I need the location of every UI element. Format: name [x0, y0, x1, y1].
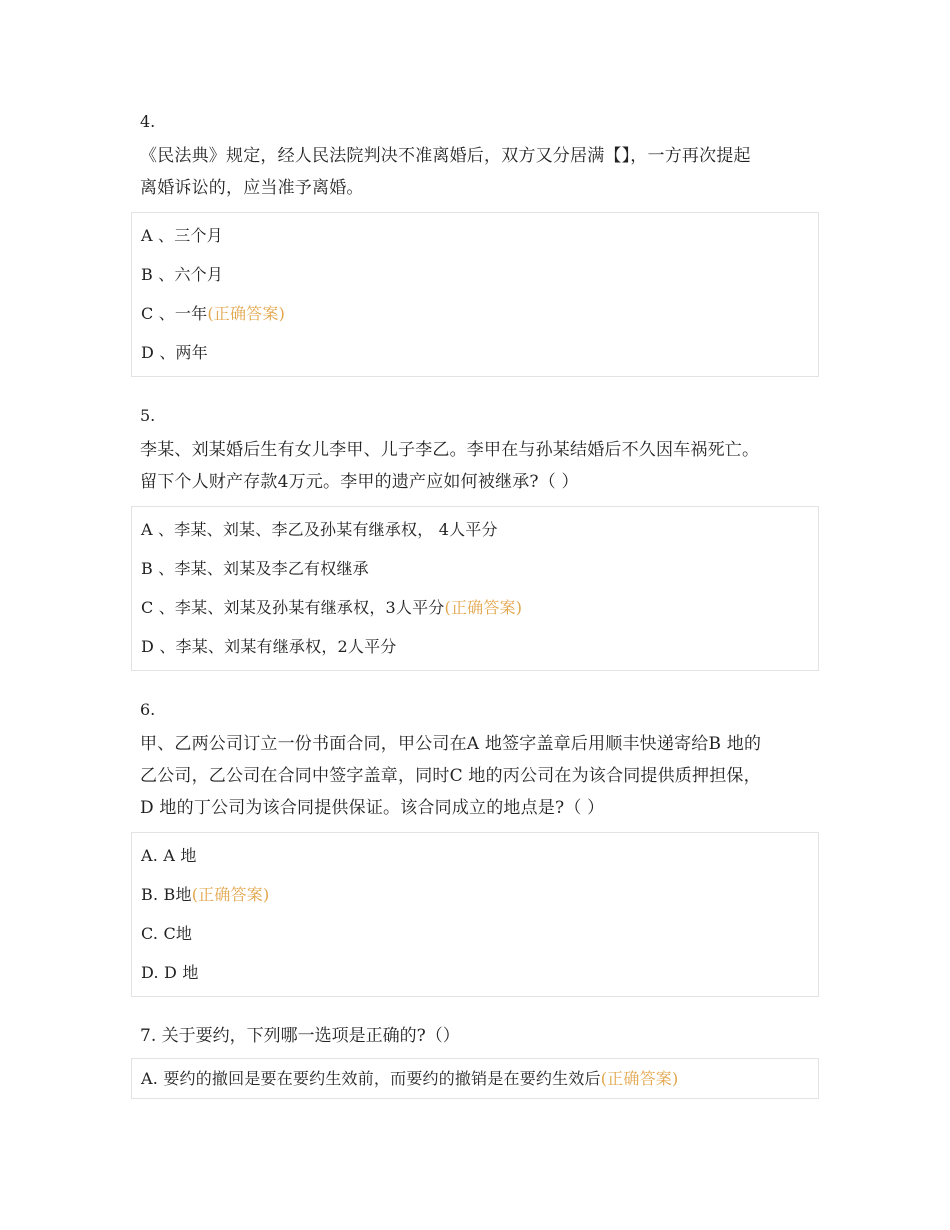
- option-d[interactable]: [132, 627, 818, 666]
- question-stem: 李某、刘某婚后生有女儿李甲、儿子李乙。李甲在与孙某结婚后不久因车祸死亡。 留下个人财产存款4万元。李甲的遗产应如何被继承?（ ）: [140, 440, 760, 492]
- option-a[interactable]: [132, 836, 818, 875]
- option-c[interactable]: [132, 914, 818, 953]
- option-text: D 、李某、刘某有继承权，2人平分: [141, 637, 397, 656]
- question-5: [131, 406, 819, 671]
- option-c[interactable]: [132, 588, 818, 627]
- question-stem: 《民法典》规定，经人民法院判决不准离婚后，双方又分居满【】，一方再次提起 离婚诉讼的，应当准予离婚。: [140, 146, 751, 198]
- option-text: B 、六个月: [141, 265, 224, 284]
- option-b[interactable]: [132, 549, 818, 588]
- question-number: 5.: [140, 406, 156, 425]
- options-box: [131, 506, 819, 671]
- question-6: [131, 700, 819, 997]
- options-box: [131, 1058, 819, 1099]
- question-stem: 甲、乙两公司订立一份书面合同，甲公司在A 地签字盖章后用顺丰快递寄给B 地的 乙公司，乙公司在合同中签字盖章，同时C 地的丙公司在为该合同提供质押担保， D 地的丁公司为该合同提供保证。该合同成立的地点是?（ ）: [140, 734, 762, 818]
- option-text: A 、李某、刘某、李乙及孙某有继承权， 4人平分: [141, 520, 498, 539]
- option-a[interactable]: [132, 1059, 818, 1098]
- option-text: C 、一年: [141, 304, 208, 323]
- option-text: B. B地: [141, 885, 192, 904]
- option-text: A. A 地: [141, 846, 197, 865]
- option-text: D 、两年: [141, 343, 208, 362]
- question-7: [131, 1020, 819, 1099]
- options-box: [131, 832, 819, 997]
- option-text: B 、李某、刘某及李乙有权继承: [141, 559, 369, 578]
- option-b[interactable]: [132, 255, 818, 294]
- option-a[interactable]: [132, 510, 818, 549]
- question-4: [131, 112, 819, 377]
- options-box: [131, 212, 819, 377]
- option-text: A. 要约的撤回是要在要约生效前，而要约的撤销是在要约生效后: [141, 1069, 601, 1088]
- option-text: A 、三个月: [141, 226, 223, 245]
- option-text: C 、李某、刘某及孙某有继承权，3人平分: [141, 598, 445, 617]
- question-stem: 7. 关于要约，下列哪一选项是正确的?（）: [140, 1026, 460, 1046]
- option-c[interactable]: [132, 294, 818, 333]
- correct-answer-label: (正确答案): [600, 1069, 679, 1088]
- option-text: C. C地: [141, 924, 193, 943]
- correct-answer-label: (正确答案): [207, 304, 286, 323]
- option-text: D. D 地: [141, 963, 199, 982]
- option-b[interactable]: [132, 875, 818, 914]
- option-a[interactable]: [132, 216, 818, 255]
- question-number: 4.: [140, 112, 156, 131]
- option-d[interactable]: [132, 953, 818, 992]
- question-number: 6.: [140, 700, 156, 719]
- option-d[interactable]: [132, 333, 818, 372]
- correct-answer-label: (正确答案): [191, 885, 270, 904]
- correct-answer-label: (正确答案): [444, 598, 523, 617]
